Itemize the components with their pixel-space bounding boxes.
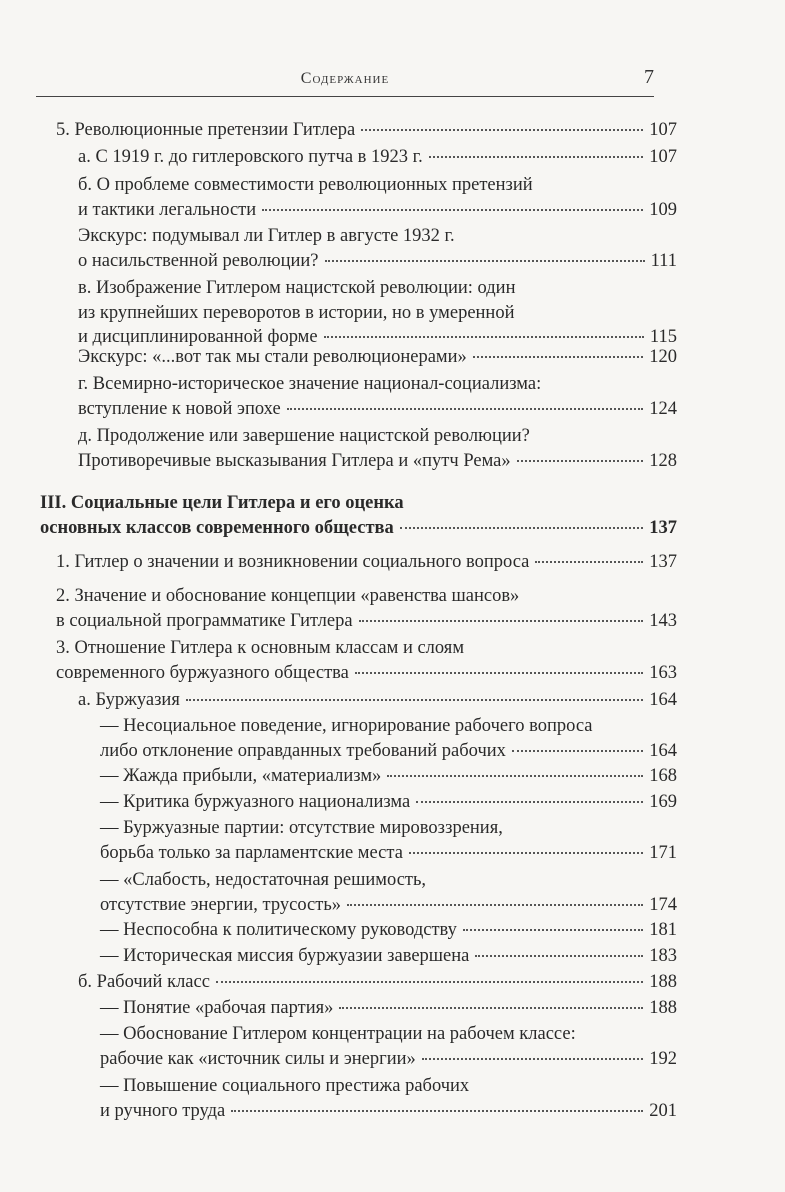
- toc-entry-line: и дисциплинированной форме: [78, 327, 318, 347]
- toc-page-number: 128: [649, 450, 677, 471]
- toc-entry: [100, 764, 677, 789]
- toc-entry-line: Экскурс: подумывал ли Гитлер в августе 1932 г.: [78, 226, 455, 246]
- dot-leader: [325, 260, 645, 262]
- toc-entry: [100, 1074, 677, 1123]
- toc-entry-line: — Буржуазные партии: отсутствие мировоззрения,: [100, 818, 503, 838]
- toc-page-number: 183: [649, 946, 677, 966]
- dot-leader: [231, 1110, 643, 1112]
- toc-entry-line: вступление к новой эпохе: [78, 398, 281, 419]
- toc-entry: [56, 550, 677, 575]
- toc-entry-line: а. Буржуазия: [78, 690, 180, 710]
- toc-entry-line: д. Продолжение или завершение нацистской революции?: [78, 426, 530, 446]
- toc-page-number: 137: [649, 517, 677, 538]
- toc-page-number: 201: [649, 1100, 677, 1121]
- dot-leader: [409, 852, 643, 854]
- toc-page-number: 171: [649, 842, 677, 863]
- toc-entry: [100, 996, 677, 1021]
- dot-leader: [186, 699, 643, 701]
- dot-leader: [512, 750, 643, 752]
- dot-leader: [463, 929, 643, 931]
- toc-entry: [78, 970, 677, 995]
- toc-entry-line: — «Слабость, недостаточная решимость,: [100, 870, 427, 890]
- toc-entry-line: — Историческая миссия буржуазии завершена: [100, 946, 470, 966]
- toc-entry: [78, 688, 677, 713]
- toc-entry: [78, 345, 677, 370]
- toc-entry: [100, 918, 677, 943]
- toc-page-number: 181: [649, 920, 677, 940]
- dot-leader: [359, 620, 644, 622]
- toc-entry-line: в. Изображение Гитлером нацистской революции: один: [78, 278, 516, 298]
- toc-entry-line: современного буржуазного общества: [56, 662, 349, 683]
- toc-page-number: 164: [649, 690, 677, 710]
- toc-page-number: 124: [649, 398, 677, 419]
- toc-entry-line: из крупнейших переворотов в истории, но в умеренной: [78, 302, 515, 323]
- toc-entry: [78, 224, 677, 273]
- toc-entry-line: 1. Гитлер о значении и возникновении социального вопроса: [56, 552, 530, 572]
- dot-leader: [517, 460, 644, 462]
- toc-entry-line: — Жажда прибыли, «материализм»: [100, 766, 382, 786]
- toc-page-number: 120: [649, 347, 677, 367]
- toc-page-number: 168: [649, 766, 677, 786]
- toc-entry-line: и ручного труда: [100, 1100, 226, 1121]
- toc-entry-line: в социальной программатике Гитлера: [56, 610, 353, 631]
- toc-entry-line: — Повышение социального престижа рабочих: [100, 1076, 470, 1096]
- toc-entry-line: Противоречивые высказывания Гитлера и «путч Рема»: [78, 450, 511, 471]
- toc-page-number: 188: [649, 972, 677, 992]
- toc-entry-line: 3. Отношение Гитлера к основным классам и слоям: [56, 638, 465, 658]
- toc-entry-line: — Понятие «рабочая партия»: [100, 998, 334, 1018]
- toc-page-number: 143: [649, 610, 677, 631]
- toc-page-number: 109: [649, 199, 677, 220]
- dot-leader: [361, 129, 643, 131]
- toc-entry: [56, 118, 677, 143]
- toc-page-number: 192: [649, 1048, 677, 1069]
- toc-entry-line: — Обоснование Гитлером концентрации на рабочем классе:: [100, 1024, 576, 1044]
- toc-entry-line: а. С 1919 г. до гитлеровского путча в 1923 г.: [78, 147, 423, 167]
- dot-leader: [387, 775, 643, 777]
- toc-entry: [40, 491, 677, 540]
- toc-entry-line: отсутствие энергии, трусость»: [100, 894, 342, 915]
- toc-entry: [100, 790, 677, 815]
- toc-page-number: 163: [649, 662, 677, 683]
- page-number: 7: [644, 66, 654, 88]
- toc-entry-line: 5. Революционные претензии Гитлера: [56, 120, 356, 140]
- toc-entry-line: — Критика буржуазного национализма: [100, 792, 411, 812]
- toc-entry-line: — Неспособна к политическому руководству: [100, 920, 457, 940]
- toc-entry: [100, 714, 677, 763]
- dot-leader: [339, 1007, 643, 1009]
- toc-entry: [100, 944, 677, 969]
- toc-entry-line: Экскурс: «...вот так мы стали революционерами»: [78, 347, 467, 367]
- dot-leader: [535, 561, 643, 563]
- running-title: Содержание: [300, 70, 390, 87]
- dot-leader: [429, 156, 643, 158]
- dot-leader: [416, 801, 643, 803]
- toc-page-number: 174: [649, 894, 677, 915]
- toc-entry: [100, 1022, 677, 1071]
- toc-entry-line: — Несоциальное поведение, игнорирование рабочего вопроса: [100, 716, 593, 736]
- toc-entry-line: III. Социальные цели Гитлера и его оценка: [40, 493, 404, 513]
- dot-leader: [473, 356, 643, 358]
- toc-entry-line: г. Всемирно-историческое значение национал-социализма:: [78, 374, 542, 394]
- toc-entry-line: 2. Значение и обоснование концепции «равенства шансов»: [56, 586, 520, 606]
- toc-entry: [56, 636, 677, 685]
- toc-entry-line: и тактики легальности: [78, 199, 257, 220]
- toc-page-number: 107: [649, 147, 677, 167]
- toc-entry: [78, 276, 677, 350]
- dot-leader: [475, 955, 643, 957]
- toc-entry: [78, 372, 677, 421]
- toc-entry-line: о насильственной революции?: [78, 250, 319, 271]
- toc-entry: [56, 584, 677, 633]
- toc-entry-line: б. О проблеме совместимости революционных претензий: [78, 175, 533, 195]
- dot-leader: [400, 527, 643, 529]
- toc-page-number: 188: [649, 998, 677, 1018]
- toc-entry-line: борьба только за парламентские места: [100, 842, 403, 863]
- toc-page-number: 115: [649, 327, 677, 347]
- toc-entry-line: рабочие как «источник силы и энергии»: [100, 1048, 416, 1069]
- dot-leader: [422, 1058, 643, 1060]
- toc-entry: [78, 424, 677, 473]
- toc-entry: [78, 145, 677, 170]
- toc-page-number: 111: [650, 250, 677, 271]
- dot-leader: [287, 408, 644, 410]
- toc-entry-line: б. Рабочий класс: [78, 972, 210, 992]
- dot-leader: [216, 981, 643, 983]
- dot-leader: [324, 336, 644, 338]
- toc-entry: [100, 816, 677, 865]
- dot-leader: [262, 209, 643, 211]
- toc-page-number: 169: [649, 792, 677, 812]
- toc-entry: [78, 173, 677, 222]
- toc-entry-line: либо отклонение оправданных требований рабочих: [100, 740, 506, 761]
- dot-leader: [355, 672, 643, 674]
- toc-entry-line: основных классов современного общества: [40, 517, 394, 538]
- toc-page-number: 107: [649, 120, 677, 140]
- toc-entry: [100, 868, 677, 917]
- toc-page-number: 164: [649, 740, 677, 761]
- toc-page-number: 137: [649, 552, 677, 572]
- dot-leader: [347, 904, 643, 906]
